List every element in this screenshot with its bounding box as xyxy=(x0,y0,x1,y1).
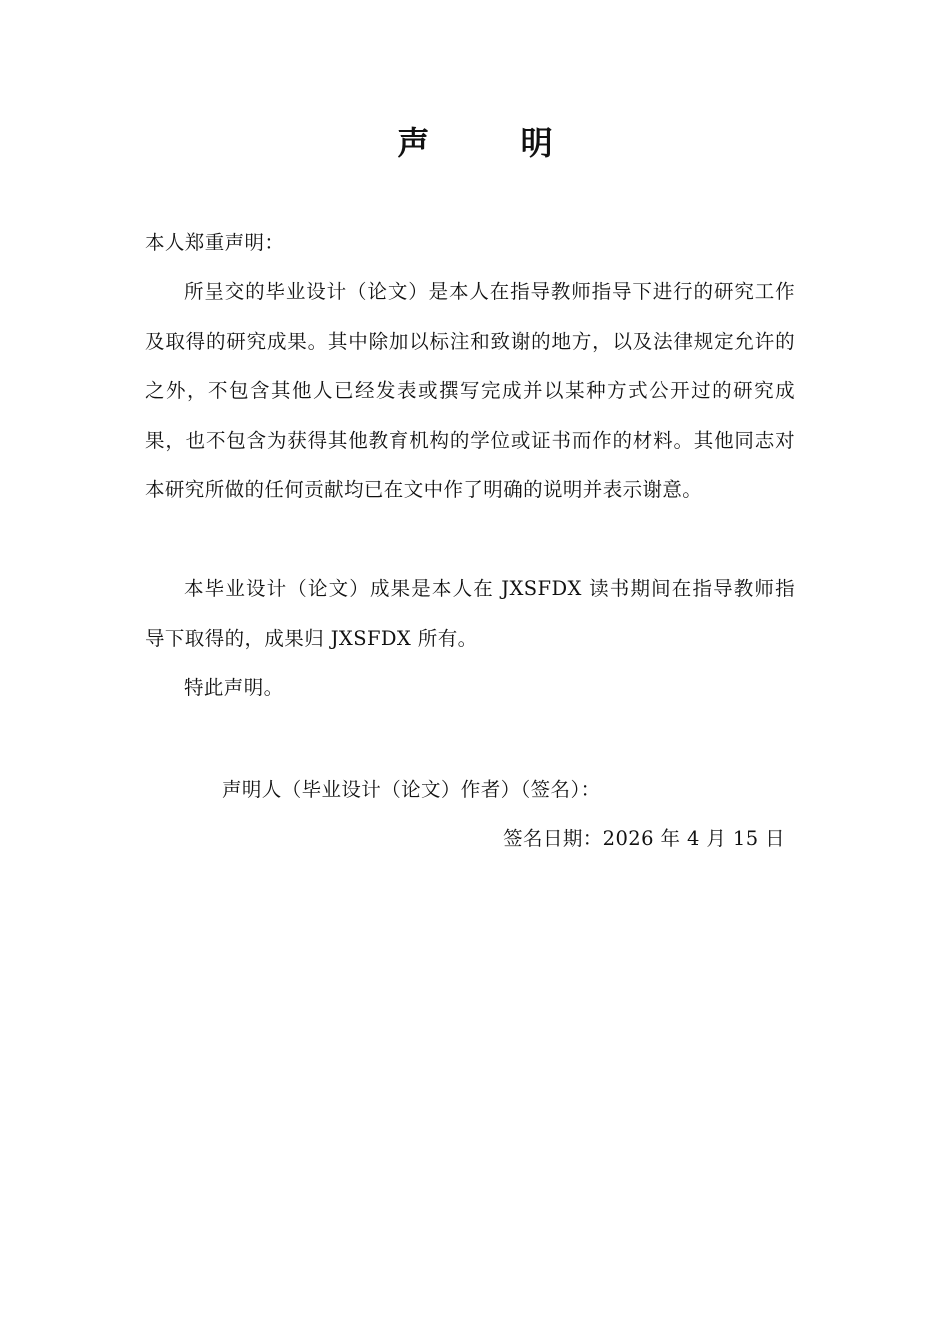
sign-date: 签名日期：2026 年 4 月 15 日 xyxy=(503,827,785,850)
paragraph-originality: 所呈交的毕业设计（论文）是本人在指导教师指导下进行的研究工作及取得的研究成果。其中除加以标注和致谢的地方，以及法律规定允许的之外，不包含其他人已经发表或撰写完成并以某种方式公开过的研究成果，也不包含为获得其他教育机构的学位或证书而作的材料。其他同志对本研究所做的任何贡献均已在文中作了明确的说明并表示谢意。 xyxy=(145,280,795,501)
paragraph-ownership: 本毕业设计（论文）成果是本人在 JXSFDX 读书期间在指导教师指导下取得的，成果归 JXSFDX 所有。 xyxy=(145,577,795,650)
page-title: 声 明 xyxy=(397,124,593,162)
intro-line: 本人郑重声明： xyxy=(145,231,285,254)
signer-label: 声明人（毕业设计（论文）作者）（签名）： xyxy=(222,778,601,801)
paragraph-closing: 特此声明。 xyxy=(184,676,284,699)
